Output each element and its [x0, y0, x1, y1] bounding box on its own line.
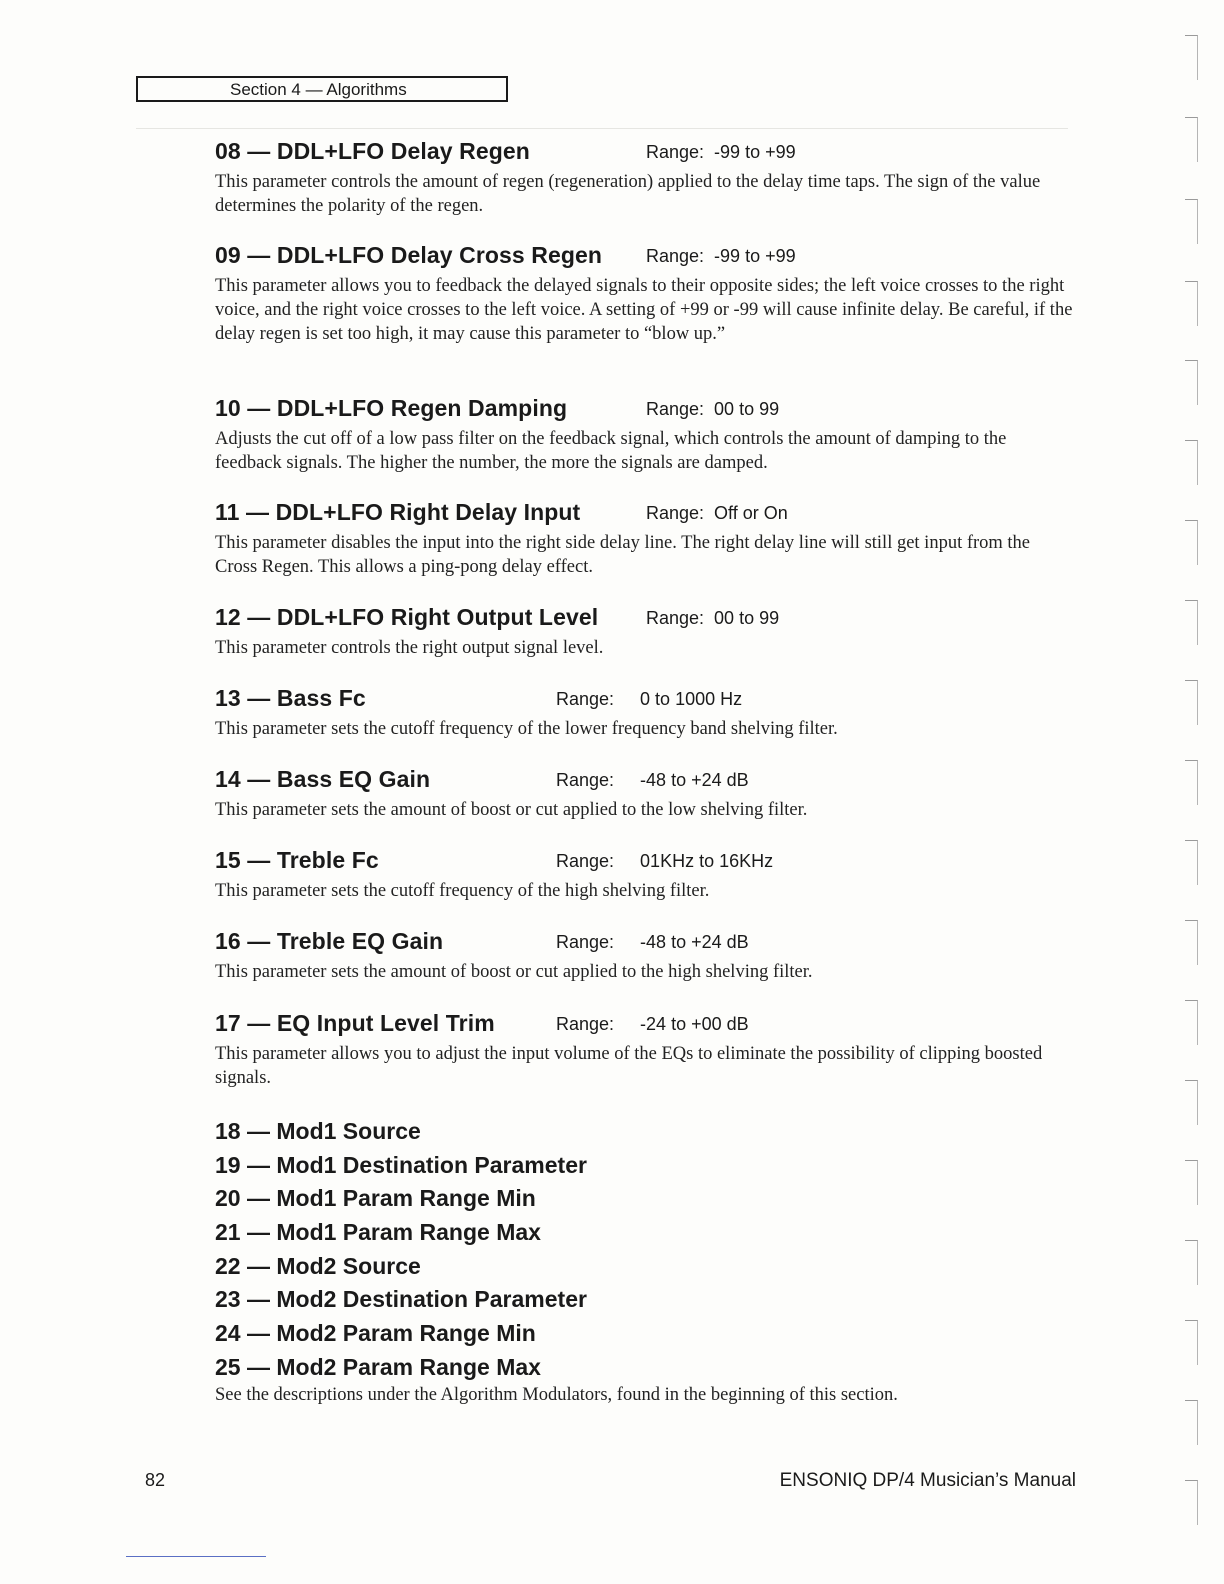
- parameter-title: 10 — DDL+LFO Regen Damping: [215, 395, 568, 421]
- parameter-range: [646, 246, 796, 267]
- parameter-description: This parameter sets the amount of boost or cut applied to the low shelving filter.: [215, 800, 808, 820]
- parameter-13: [215, 685, 1075, 741]
- range-label: Range:: [646, 608, 705, 628]
- index-tab: [1185, 680, 1198, 725]
- list-item: 23 — Mod2 Destination Parameter: [215, 1286, 587, 1313]
- parameter-description: This parameter sets the amount of boost or cut applied to the high shelving filter.: [215, 962, 813, 982]
- range-value: -48 to +24 dB: [640, 932, 749, 952]
- range-value: 00 to 99: [714, 608, 780, 628]
- index-tab: [1185, 199, 1198, 244]
- range-value: 0 to 1000 Hz: [640, 689, 743, 709]
- parameter-description: This parameter allows you to adjust the input volume of the EQs to eliminate the possibility of clipping boosted signals.: [215, 1044, 1043, 1088]
- parameter-title: 12 — DDL+LFO Right Output Level: [215, 604, 599, 630]
- range-label: Range:: [646, 399, 705, 419]
- parameter-description: This parameter controls the amount of regen (regeneration) applied to the delay time taps. The sign of the value determines the polarity of the regen.: [215, 172, 1041, 216]
- index-tab: [1185, 117, 1198, 162]
- index-tab: [1185, 840, 1198, 885]
- parameter-description: This parameter sets the cutoff frequency of the lower frequency band shelving filter.: [215, 719, 838, 739]
- index-tab: [1185, 600, 1198, 645]
- index-tab: [1185, 1080, 1198, 1125]
- parameter-12: [215, 604, 1075, 660]
- section-header: [136, 76, 508, 102]
- parameter-title: 08 — DDL+LFO Delay Regen: [215, 138, 530, 164]
- parameter-17: [215, 1010, 1075, 1090]
- divider: [136, 128, 1068, 129]
- list-item: 20 — Mod1 Param Range Min: [215, 1185, 536, 1212]
- index-tab: [1185, 1160, 1198, 1205]
- list-item: 22 — Mod2 Source: [215, 1252, 421, 1279]
- parameter-title: 13 — Bass Fc: [215, 685, 366, 711]
- parameter-range: [556, 689, 742, 710]
- index-tab: [1185, 35, 1198, 80]
- range-label: Range:: [556, 689, 615, 709]
- range-label: Range:: [556, 932, 615, 952]
- parameter-title: 14 — Bass EQ Gain: [215, 766, 431, 792]
- list-item: 19 — Mod1 Destination Parameter: [215, 1151, 587, 1178]
- parameter-range: [646, 503, 788, 524]
- parameter-08: [215, 138, 1075, 218]
- range-value: -24 to +00 dB: [640, 1014, 749, 1034]
- parameter-14: [215, 766, 1075, 822]
- index-tab: [1185, 1400, 1198, 1445]
- range-label: Range:: [556, 770, 615, 790]
- index-tab: [1185, 1320, 1198, 1365]
- section-label: Section 4 — Algorithms: [230, 80, 407, 99]
- range-value: -99 to +99: [714, 246, 796, 266]
- list-item: 18 — Mod1 Source: [215, 1118, 421, 1144]
- range-value: 00 to 99: [714, 399, 780, 419]
- parameter-range: [556, 770, 749, 791]
- range-value: 01KHz to 16KHz: [640, 851, 774, 871]
- parameter-description: This parameter allows you to feedback the delayed signals to their opposite sides; the left voice crosses to the right voice, and the right voice crosses to the left voice. A setting of +99 or -99 will cause infinite delay. Be careful, if the delay regen is set too high, it may cause this parameter to “blow up.”: [215, 276, 1073, 344]
- parameter-description: Adjusts the cut off of a low pass filter on the feedback signal, which controls the amount of damping to the feedback signals. The higher the number, the more the signals are damped.: [215, 429, 1007, 473]
- range-label: Range:: [556, 851, 615, 871]
- index-tabs: [1164, 0, 1224, 1584]
- index-tab: [1185, 520, 1198, 565]
- range-label: Range:: [646, 503, 705, 523]
- list-item: 25 — Mod2 Param Range Max: [215, 1353, 541, 1380]
- parameter-range: [556, 851, 773, 872]
- manual-title: ENSONIQ DP/4 Musician’s Manual: [779, 1470, 1076, 1491]
- page-number: 82: [145, 1470, 166, 1490]
- parameter-title: 16 — Treble EQ Gain: [215, 928, 444, 954]
- parameter-title: 09 — DDL+LFO Delay Cross Regen: [215, 242, 603, 268]
- parameter-description: This parameter controls the right output signal level.: [215, 638, 604, 658]
- range-value: Off or On: [714, 503, 788, 523]
- range-label: Range:: [556, 1014, 615, 1034]
- parameter-range: [646, 399, 779, 420]
- list-item: 21 — Mod1 Param Range Max: [215, 1219, 541, 1246]
- parameter-title: 15 — Treble Fc: [215, 847, 379, 873]
- parameter-09: [215, 242, 1075, 346]
- index-tab: [1185, 360, 1198, 405]
- range-value: -48 to +24 dB: [640, 770, 749, 790]
- scan-edge-line: [126, 1556, 266, 1557]
- parameter-10: [215, 395, 1075, 475]
- parameter-range: [646, 608, 779, 629]
- parameter-11: [215, 499, 1075, 579]
- index-tab: [1185, 760, 1198, 805]
- parameter-range: [646, 142, 796, 163]
- parameter-range: [556, 1014, 749, 1035]
- range-label: Range:: [646, 142, 705, 162]
- index-tab: [1185, 440, 1198, 485]
- index-tab: [1185, 281, 1198, 326]
- modulator-description: See the descriptions under the Algorithm Modulators, found in the beginning of this section.: [215, 1385, 898, 1405]
- index-tab: [1185, 920, 1198, 965]
- index-tab: [1185, 1480, 1198, 1525]
- parameter-15: [215, 847, 1075, 903]
- parameter-title: 11 — DDL+LFO Right Delay Input: [215, 499, 581, 525]
- range-value: -99 to +99: [714, 142, 796, 162]
- parameter-title: 17 — EQ Input Level Trim: [215, 1010, 495, 1036]
- parameter-16: [215, 928, 1075, 984]
- modulator-parameter-list: [215, 1115, 587, 1385]
- parameter-description: This parameter sets the cutoff frequency of the high shelving filter.: [215, 881, 710, 901]
- list-item: 24 — Mod2 Param Range Min: [215, 1320, 536, 1347]
- range-label: Range:: [646, 246, 705, 266]
- index-tab: [1185, 1000, 1198, 1045]
- index-tab: [1185, 1240, 1198, 1285]
- parameter-range: [556, 932, 749, 953]
- parameter-description: This parameter disables the input into the right side delay line. The right delay line will still get input from the Cross Regen. This allows a ping-pong delay effect.: [215, 533, 1031, 577]
